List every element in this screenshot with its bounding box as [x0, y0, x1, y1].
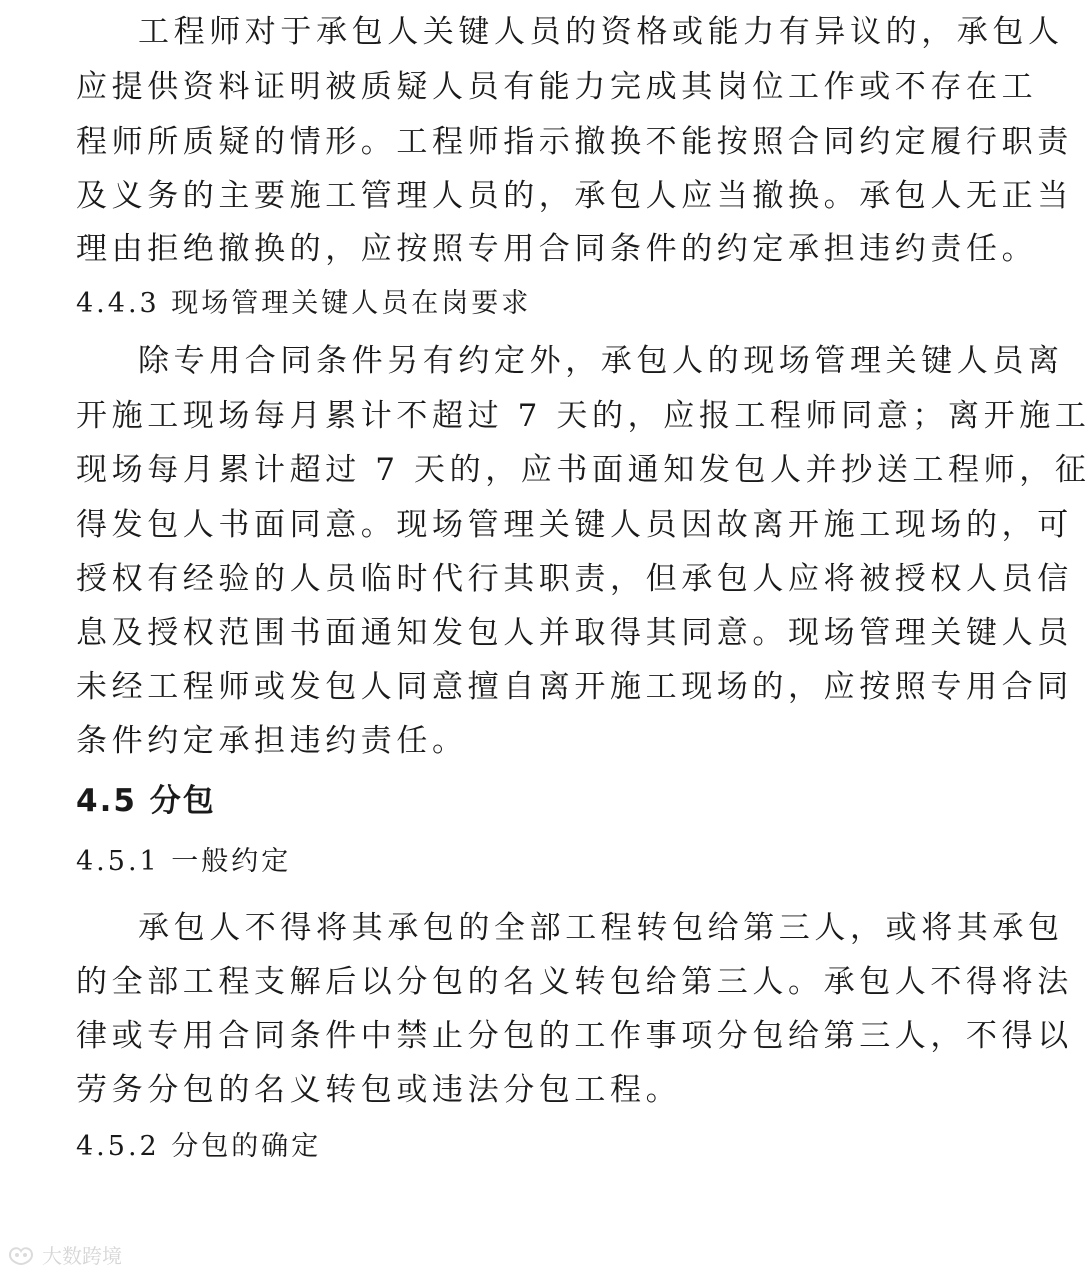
watermark-logo-icon [6, 1243, 36, 1267]
paragraph-1-line-3: 程师所质疑的情形。工程师指示撤换不能按照合同约定履行职责 [76, 124, 1073, 160]
paragraph-1-line-1: 工程师对于承包人关键人员的资格或能力有异议的，承包人 [138, 14, 1064, 50]
paragraph-2-line-7: 未经工程师或发包人同意擅自离开施工现场的，应按照专用合同 [76, 669, 1073, 705]
section-heading-4-5-2: 4.5.2 分包的确定 [76, 1131, 322, 1162]
paragraph-2-line-2: 开施工现场每月累计不超过 7 天的，应报工程师同意；离开施工 [76, 398, 1090, 434]
paragraph-3-line-2: 的全部工程支解后以分包的名义转包给第三人。承包人不得将法 [76, 964, 1073, 1000]
watermark-text: 大数跨境 [42, 1244, 122, 1268]
paragraph-2-line-5: 授权有经验的人员临时代行其职责，但承包人应将被授权人员信 [76, 561, 1073, 597]
paragraph-2-line-8: 条件约定承担违约责任。 [76, 723, 468, 759]
paragraph-3-line-3: 律或专用合同条件中禁止分包的工作事项分包给第三人，不得以 [76, 1018, 1073, 1054]
section-heading-4-5-1: 4.5.1 一般约定 [76, 846, 292, 877]
paragraph-1-line-4: 及义务的主要施工管理人员的，承包人应当撤换。承包人无正当 [76, 178, 1073, 214]
paragraph-3-line-1: 承包人不得将其承包的全部工程转包给第三人，或将其承包 [138, 910, 1064, 946]
paragraph-2-line-6: 息及授权范围书面通知发包人并取得其同意。现场管理关键人员 [76, 615, 1073, 651]
paragraph-2-line-4: 得发包人书面同意。现场管理关键人员因故离开施工现场的，可 [76, 507, 1073, 543]
paragraph-2-line-1: 除专用合同条件另有约定外，承包人的现场管理关键人员离 [138, 343, 1064, 379]
section-heading-4-5: 4.5 分包 [76, 783, 216, 819]
paragraph-1-line-2: 应提供资料证明被质疑人员有能力完成其岗位工作或不存在工 [76, 69, 1038, 105]
paragraph-2-line-3: 现场每月累计超过 7 天的，应书面通知发包人并抄送工程师，征 [76, 452, 1090, 488]
paragraph-3-line-4: 劳务分包的名义转包或违法分包工程。 [76, 1072, 682, 1108]
section-heading-4-4-3: 4.4.3 现场管理关键人员在岗要求 [76, 288, 532, 319]
paragraph-1-line-5: 理由拒绝撤换的，应按照专用合同条件的约定承担违约责任。 [76, 231, 1038, 267]
watermark [6, 1240, 122, 1269]
